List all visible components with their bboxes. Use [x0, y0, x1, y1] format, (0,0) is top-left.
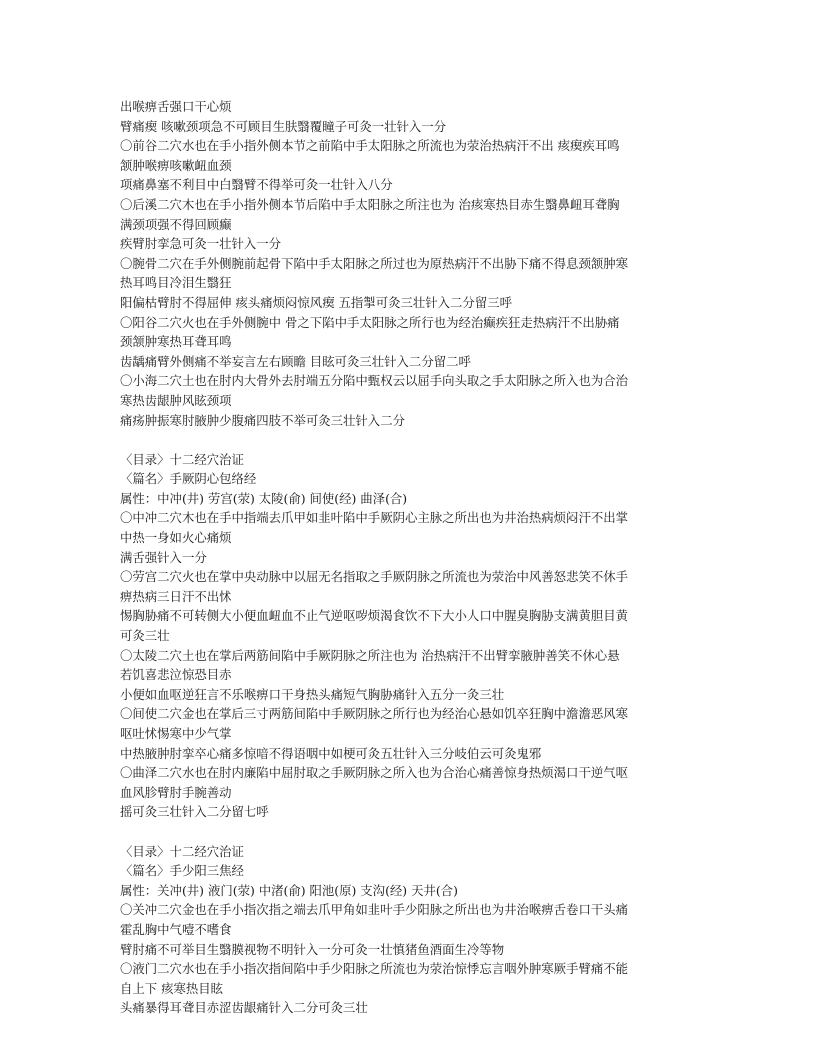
text-line: 〇小海二穴土也在肘内大骨外去肘端五分陷中甄权云以屈手向头取之手太阳脉之所入也为合治 [120, 373, 629, 389]
text-line: 寒热齿龈肿风眩颈项 [120, 392, 232, 408]
document-page [120, 97, 700, 1018]
text-line: 〇劳宫二穴火也在掌中央动脉中以屈无名指取之手厥阴脉之所流也为荥治中风善怒悲笑不休手 [120, 569, 629, 585]
text-line: 出喉痹舌强口干心烦 [120, 99, 232, 114]
text-line: 惕胸胁痛不可转侧大小便血衄血不止气逆呕哕烦渴食饮不下大小人口中腥臭胸胁支满黄胆目黄 [120, 608, 629, 624]
text-line: 头痛暴得耳聋目赤涩齿龈痛针入二分可灸三壮 [120, 1000, 368, 1016]
section-hand-shaoyang [120, 842, 700, 1018]
text-line: 痹热病三日汗不出怵 [120, 588, 232, 604]
text-line: 颈颔肿寒热耳聋耳鸣 [120, 334, 232, 350]
text-line: 〇腕骨二穴在手外侧腕前起骨下陷中手太阳脉之所过也为原热病汗不出胁下痛不得息颈颔肿寒 [120, 255, 629, 271]
text-line: 〇液门二穴水也在手小指次指间陷中手少阳脉之所流也为荥治惊悸忘言咽外肿寒厥手臂痛不能 [120, 961, 629, 977]
text-line: 小便如血呕逆狂言不乐喉痹口干身热头痛短气胸胁痛针入五分一灸三壮 [120, 686, 505, 702]
text-line: 中热一身如火心痛烦 [120, 530, 232, 546]
text-line: 疾臂肘挛急可灸一壮针入一分 [120, 236, 282, 252]
text-line: 自上下 痎寒热目眩 [120, 980, 224, 996]
text-line: 〇曲泽二穴水也在肘内廉陷中屈肘取之手厥阴脉之所入也为合治心痛善惊身热烦渴口干逆气呕 [120, 765, 629, 781]
section-hand-taiyang [120, 97, 700, 430]
catalog-heading: 〈目录〉十二经穴治证 [120, 843, 244, 859]
text-line: 〇后溪二穴木也在手小指外侧本节后陷中手太阳脉之所注也为 治痎寒热目赤生翳鼻衄耳聋胸 [120, 196, 620, 212]
text-line: 〇间使二穴金也在掌后三寸两筋间陷中手厥阴脉之所行也为经治心悬如饥卒狂胸中澹澹恶风寒 [120, 706, 629, 722]
text-line: 〇阳谷二穴火也在手外侧腕中 骨之下陷中手太阳脉之所行也为经治癫疾狂走热病汗不出胁痛 [120, 314, 620, 330]
section-spacer [120, 822, 700, 842]
text-line: 臂肘痛不可举目生翳膜视物不明针入一分可灸一壮慎猪鱼酒面生冷等物 [120, 941, 505, 957]
text-line: 〇关冲二穴金也在手小指次指之端去爪甲角如韭叶手少阳脉之所出也为井治喉痹舌卷口干头痛 [120, 902, 629, 918]
attributes-line: 属性：关冲(井) 液门(荥) 中渚(俞) 阳池(原) 支沟(经) 天井(合) [120, 882, 458, 898]
text-line: 满舌强针入一分 [120, 549, 207, 565]
text-line: 中热腋肿肘挛卒心痛多惊喑不得语咽中如梗可灸五壮针入三分岐伯云可灸鬼邪 [120, 745, 542, 761]
text-line: 颔肿喉痹咳嗽衄血颈 [120, 157, 232, 173]
text-line: 项痛鼻塞不利目中白翳臂不得举可灸一壮针入八分 [120, 177, 393, 193]
text-line: 臂痛瘈 咳嗽颈项急不可顾目生肤翳覆瞳子可灸一壮针入一分 [120, 118, 447, 134]
text-line: 〇前谷二穴水也在手小指外侧本节之前陷中手太阳脉之所流也为荥治热病汗不出 痎瘈疾耳鸣 [120, 138, 620, 154]
text-line: 呕吐怵惕寒中少气掌 [120, 726, 232, 741]
text-line: 可灸三壮 [120, 628, 170, 644]
chapter-heading: 〈篇名〉手少阳三焦经 [120, 863, 244, 879]
text-line: 齿龋痛臂外侧痛不举妄言左右顾瞻 目眩可灸三壮针入二分留二呼 [120, 353, 471, 369]
section-spacer [120, 430, 700, 450]
text-line: 血风胗臂肘手腕善动 [120, 784, 232, 800]
text-line: 霍乱胸中气噎不嗜食 [120, 921, 232, 937]
text-line: 若饥喜悲泣惊恐目赤 [120, 667, 232, 683]
text-line: 满颈项强不得回顾癫 [120, 216, 232, 232]
text-line: 〇中冲二穴木也在手中指端去爪甲如韭叶陷中手厥阴心主脉之所出也为井治热病烦闷汗不出掌 [120, 510, 629, 526]
attributes-line: 属性：中冲(井) 劳宫(荥) 太陵(俞) 间使(经) 曲泽(合) [120, 490, 408, 506]
text-line: 摇可灸三壮针入二分留七呼 [120, 804, 269, 820]
text-line: 阳偏枯臂肘不得屈伸 痎头痛烦闷惊风瘈 五指掣可灸三壮针入二分留三呼 [120, 294, 512, 310]
text-line: 痛疡肿振寒肘腋肿少腹痛四肢不举可灸三壮针入二分 [120, 412, 405, 428]
chapter-heading: 〈篇名〉手厥阴心包络经 [120, 471, 257, 487]
text-line: 热耳鸣目冷泪生翳狂 [120, 275, 232, 291]
catalog-heading: 〈目录〉十二经穴治证 [120, 451, 244, 467]
text-line: 〇太陵二穴土也在掌后两筋间陷中手厥阴脉之所注也为 治热病汗不出臂挛腋肿善笑不休心悬 [120, 647, 620, 663]
section-hand-jueyin [120, 450, 700, 822]
